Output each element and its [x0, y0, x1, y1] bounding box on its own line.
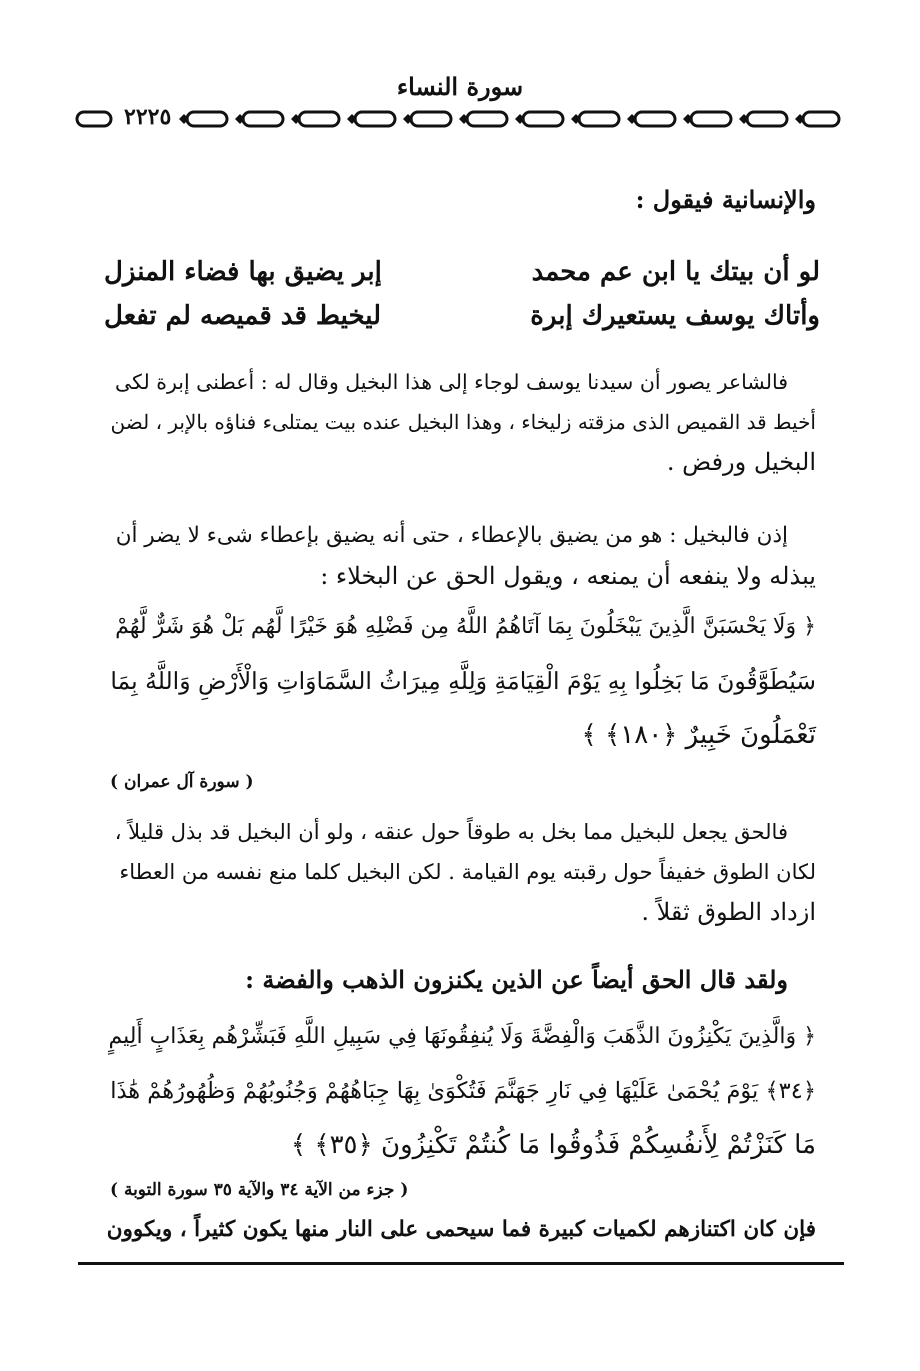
- poem-hemistich: إبر يضيق بها فضاء المنزل: [104, 257, 382, 287]
- text-line: ازداد الطوق ثقلاً .: [641, 898, 816, 926]
- text-line: فإن كان اكتنازهم لكميات كبيرة فما سيحمى على النار منها يكون كثيراً ، ويكوون: [106, 1217, 816, 1242]
- text-line: إذن فالبخيل : هو من يضيق بالإعطاء ، حتى أنه يضيق بإعطاء شىء لا يضر أن: [115, 523, 788, 548]
- poem: [104, 250, 444, 338]
- verse-line: مَا كَنَزْتُمْ لِأَنفُسِكُمْ فَذُوقُوا مَا كُنتُمْ تَكْنِزُونَ ﴿٣٥﴾ ﴾: [290, 1130, 816, 1160]
- text-line: البخيل ورفض .: [666, 448, 816, 476]
- poem-hemistich: وأتاك يوسف يستعيرك إبرة: [530, 301, 820, 331]
- text-line: لكان الطوق خفيفاً حول رقبته يوم القيامة . لكن البخيل كلما منع نفسه من العطاء: [119, 860, 816, 884]
- verse-line: ﴿ وَالَّذِينَ يَكْنِزُونَ الذَّهَبَ وَالْفِضَّةَ وَلَا يُنفِقُونَهَا فِي سَبِيلِ اللَّهِ فَبَشِّرْهُم بِعَذَابٍ أَلِيمٍ: [108, 1024, 816, 1049]
- quran-verse-1: [104, 600, 816, 762]
- paragraph-miser: [104, 516, 816, 596]
- verse-reference: ( سورة آل عمران ): [110, 772, 254, 792]
- ornamental-border-icon: [75, 106, 843, 132]
- text-line: أخيط قد القميص الذى مزقته زليخاء ، وهذا البخيل عنده بيت يمتلىء فناؤه بالإبر ، لضن: [110, 410, 816, 434]
- poem: [490, 250, 820, 338]
- verse-line: ﴿ وَلَا يَحْسَبَنَّ الَّذِينَ يَبْخَلُونَ بِمَا آتَاهُمُ اللَّهُ مِن فَضْلِهِ هُوَ خَيْرًا لَّهُم بَلْ هُوَ شَرٌّ لَّهُمْ: [115, 614, 816, 639]
- poem-hemistich: ليخيط قد قميصه لم تفعل: [104, 301, 381, 331]
- quran-verse-2: [104, 1010, 816, 1172]
- paragraph-collar: [104, 812, 816, 932]
- text-line: فالشاعر يصور أن سيدنا يوسف لوجاء إلى هذا البخيل وقال له : أعطنى إبرة لكى: [115, 370, 788, 394]
- poem-hemistich: لو أن بيتك يا ابن عم محمد: [531, 257, 820, 287]
- paragraph-poet: [104, 362, 816, 482]
- verse-line: ﴿٣٤﴾ يَوْمَ يُحْمَىٰ عَلَيْهَا فِي نَارِ جَهَنَّمَ فَتُكْوَىٰ بِهَا جِبَاهُهُمْ وَجُنُوبُهُمْ وَظُهُورُهُمْ هَٰذَا: [110, 1078, 816, 1104]
- verse-line: تَعْمَلُونَ خَبِيرٌ ﴿١٨٠﴾ ﴾: [581, 720, 816, 750]
- text-line: فالحق يجعل للبخيل مما بخل به طوقاً حول عنقه ، ولو أن البخيل قد بذل قليلاً ،: [114, 820, 788, 844]
- bottom-rule: [78, 1262, 844, 1265]
- text-line: ولقد قال الحق أيضاً عن الذين يكنزون الذهب والفضة :: [245, 965, 788, 994]
- verse-line: سَيُطَوَّقُونَ مَا بَخِلُوا بِهِ يَوْمَ الْقِيَامَةِ وَلِلَّهِ مِيرَاثُ السَّمَاوَاتِ وَالْأَرْضِ وَاللَّهُ بِمَا: [110, 667, 816, 695]
- intro-line: والإنسانية فيقول :: [635, 185, 816, 214]
- page-number: ٢٢٢٥: [120, 104, 175, 130]
- text-line: يبذله ولا ينفعه أن يمنعه ، ويقول الحق عن البخلاء :: [320, 562, 816, 590]
- verse-reference: ( جزء من الآية ٣٤ والآية ٣٥ سورة التوبة ): [110, 1180, 409, 1200]
- surah-title: سورة النساء: [396, 72, 524, 101]
